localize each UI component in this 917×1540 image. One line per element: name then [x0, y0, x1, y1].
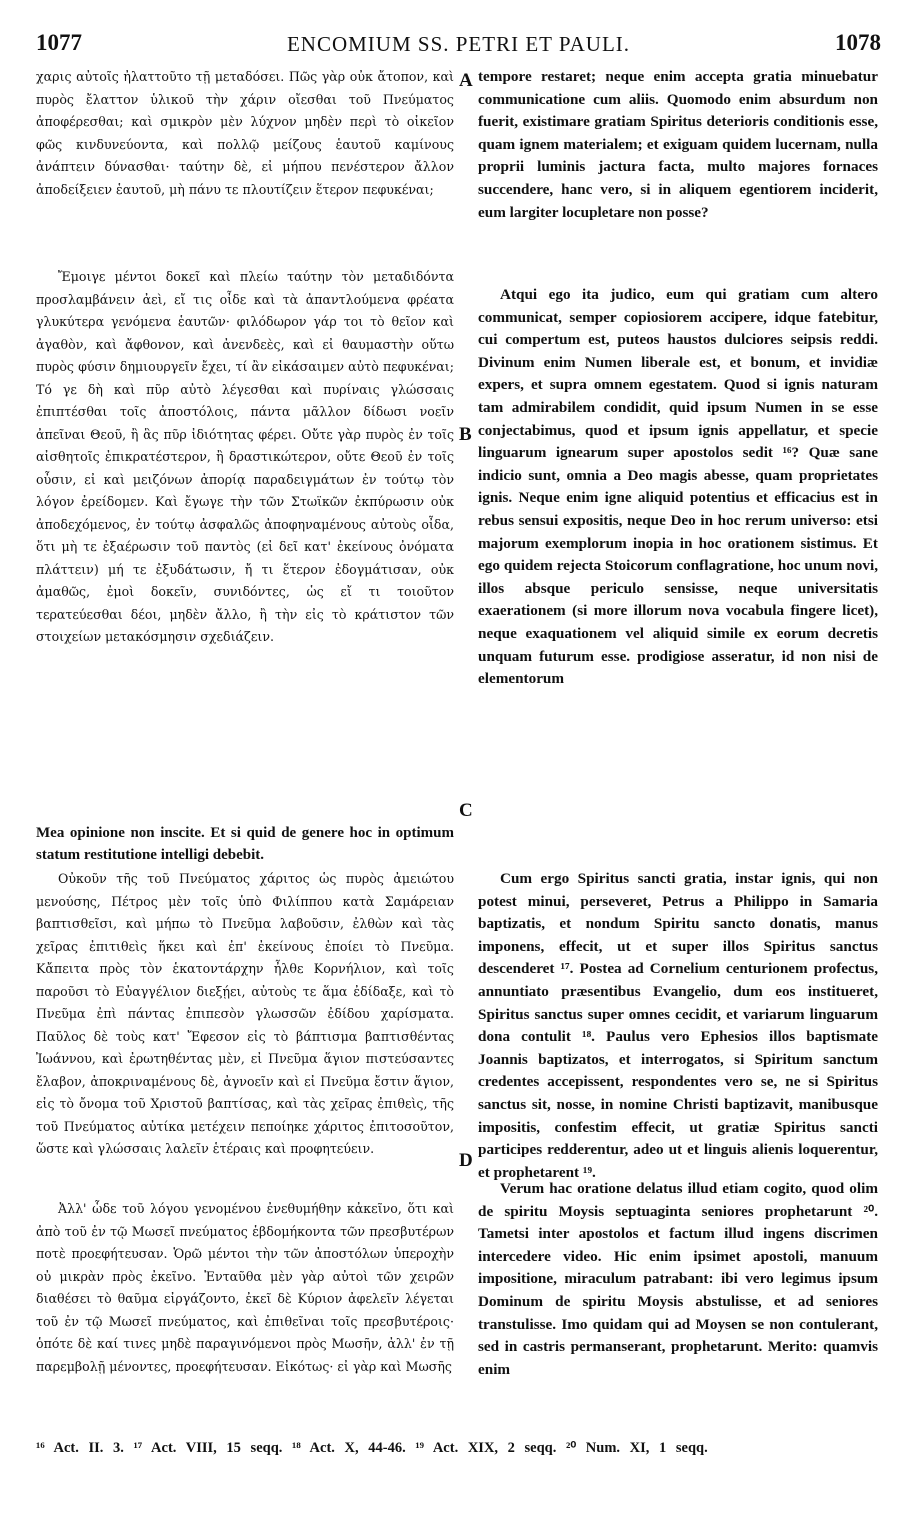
greek-paragraph-2: Ἔμοιγε μέντοι δοκεῖ καὶ πλείω ταύτην τὸν μεταδιδόντα προσλαμβάνειν ἀεὶ, εἴ τις οἶδε καὶ τὰ ἀπαντλούμενα φρέατα γλυκύτερα γενόμενα ἑαυτῶν· φιλόδωρον γάρ τοι τὸ θεῖον καὶ ἀγαθὸν, καὶ ἄφθονον, καὶ ἀνενδεὲς, καὶ εἰ θαυμαστὴν οὕτω πυρὸς φύσιν δημιουργεῖν ἔχει, τί ἂν εἰκάσαιμεν αὐτὸ πεφυκέναι; Τό γε δὴ καὶ πῦρ αὐτὸ λέγεσθαι καὶ πυρίναις γλώσσαις ἐπιπτέσθαι τοῖς ἀποστόλοις, πάντα μᾶλλον δίδωσι νοεῖν ἀπεῖναι Θεοῦ, ἢ ἃς πῦρ ἰδιότητας φέρει. Οὔτε γὰρ πυρὸς ἐν τοῖς αἰσθητοῖς ἐπικρατέστερον, ἢ δραστικώτερον, οὔτε Θεοῦ ἐν τοῖς οὖσιν, εἰ καὶ μειζόνων ἀπορίᾳ παραδειγμάτων ἐν τούτῳ τὸν λόγον ἐρείδομεν. Καὶ ἔγωγε τὴν τῶν Στωϊκῶν ἐκπύρωσιν οὐκ ἀποδεχόμενος, ἐν τούτῳ ἀσφαλῶς ἀποφηναμένους αὐτοὺς οἶδα, ὅτι μὴ τε ἐξαέρωσιν τοῦ παντὸς (εἰ δεῖ κατ' ἐκείνους ὀνόματα πλάττειν) μή τε ἐξυδάτωσιν, ἤ τι ἕτερον ἐδογμάτισαν, οὐκ ἀμαθῶς, ἐμοὶ δοκεῖν, συνιδόντες, ὡς εἴ τι τοιοῦτον τερατεύεσθαι δέοι, μηδὲν ἄλλο, ἢ τὴν εἰς τὸ κράτιστον τῶν στοιχείων μετακόσμησιν σχεδιάζειν. — [36, 269, 454, 644]
latin-paragraph-2: Atqui ego ita judico, eum qui gratiam cum altero communicat, semper copiosiorem accipere, idque fatebitur, cui compertum est, puteos haustos dulciores seipsis reddi. Divinum enim Numen liberale est, et bonum, et invidiæ expers, et supra omnem egestatem. Quod si ignis naturam tam admirabilem condidit, quid ipsum Numen in se esse conjectabimus, quod et ipsum ignis appellatur, et specie linguarum ignearum super apostolos sedit ¹⁶? Quæ sane indicio sunt, omnia a Deo magis abesse, quam proprietates ignis. Neque enim igne aliquid potentius et efficacius est in rebus sensui expositis, neque Deo in hoc rerum universo: etsi majorum exemplorum inopia in hoc orationem sistimus. Et ego quidem rejecta Stoicorum conflagratione, hoc unum novi, illos absque periculo sensisse, neque universitatis exaerationem (si more illorum nova vocabula fingere licet), neque exaquationem vel aliquid simile ex eorum decretis unquam futurum esse. prodigiose asseratur, id non nisi de elementorum — [478, 286, 878, 688]
latin-paragraph-3: Cum ergo Spiritus sancti gratia, instar ignis, qui non potest minui, perseveret, Petrus a Philippo in Samaria baptizatis, et nondum Spiritu sancto donatis, manus imponens, effecit, ut et super illos Spiritus sanctus descenderet ¹⁷. Postea ad Cornelium centurionem profectus, annuntiato præsentibus Evangelio, dum eos institueret, Spiritus sanctus super omnes cecidit, et variarum linguarum dona contulit ¹⁸. Paulus vero Ephesios illos baptismate Joannis baptizatos, et interrogatos, si Spiritum sanctum credentes accepissent, respondentes vero se, ne si Spiritus sanctus sit, nosse, in nomine Christi baptizavit, manibusque impositis, confestim effecit, ut gratiæ Spiritus sancti participes redderentur, adeo ut et linguis alienis loquerentur, et prophetarent ¹⁹. — [478, 870, 878, 1181]
latin-paragraph-1: tempore restaret; neque enim accepta gratia minuebatur communicatione cum aliis. Quomodo enim absurdum non fuerit, existimare gratiam Spiritus deterioris conditionis esse, quam ignem materialem; et exiguam quidem lucernam, nulla proprii luminis jactura facta, multo majores fornaces succendere, hanc vero, si in aliquem egentiorem inciderit, eum largiter locupletare non posse? — [478, 68, 878, 221]
greek-paragraph-4: Ἀλλ' ὧδε τοῦ λόγου γενομένου ἐνεθυμήθην κἀκεῖνο, ὅτι καὶ ἀπὸ τοῦ ἐν τῷ Μωσεῖ πνεύματος ἑβδομήκοντα τῶν πρεσβυτέρων ποτὲ προεφήτευσαν. Ὁρῶ μέντοι τὴν τῶν ἀποστόλων ὑπεροχὴν οὐ μικρὰν πρὸς ἐκεῖνο. Ἐνταῦθα μὲν γὰρ αὐτοὶ τῶν χειρῶν διαθέσει τὸ θαῦμα εἰργάζοντο, ἐκεῖ δὲ Κύριον ἀφελεῖν λέγεται τοῦ ἐν τῷ Μωσεῖ πνεύματος, καὶ ἐπιθεῖναι τοῖς πρεσβυτέροις· ὁπότε δὲ καί τινες μηδὲ παραγινόμενοι πρὸς Μωσῆν, ἀλλ' ἐν τῇ παρεμβολῇ μένοντες, προεφήτευσαν. Εἰκότως· εἰ γὰρ καὶ Μωσῆς — [36, 1201, 454, 1374]
running-title: ENCOMIUM SS. PETRI ET PAULI. — [286, 32, 631, 56]
page-number-left: 1077 — [36, 30, 82, 55]
latin-paragraph-4: Verum hac oratione delatus illud etiam cogito, quod olim de spiritu Moysis septuaginta seniores prophetarunt ²⁰. Tametsi inter apostolos et factum illud ingens discrimen intercedere video. Hic enim ipsimet apostoli, manuum impositione, miraculum patrabant: ibi vero legimus ipsum Dominum de spiritu Moysis abstulisse, et ad seniores transtulisse. Imo quidam qui ad Moysen se non contulerant, sed in castris permanserant, prophetarunt. Merito: quamvis enim — [478, 1180, 878, 1378]
margin-letter-d: D — [459, 1150, 473, 1171]
greek-paragraph-1: χαρις αὐτοῖς ἠλαττοῦτο τῇ μεταδόσει. Πῶς γὰρ οὐκ ἄτοπον, καὶ πυρὸς ἔλαττον ὑλικοῦ τὴν χάριν οἴεσθαι τοῦ Πνεύματος ἀποφέρεσθαι; καὶ σμικρὸν μὲν λύχνον μηδὲν περὶ τὸ οἰκεῖον φῶς κινδυνεύοντα, καὶ πολλῷ μείζους ἑαυτοῦ καμίνους ἀνάπτειν δύνασθαι· ταύτην δὲ, εἰ μήπου πενέστερον ἄλλον ἀποδείξειεν ἑαυτοῦ, μὴ πάνυ τε πλουτίζειν ἕτερον πεφυκέναι; — [36, 69, 454, 197]
margin-letter-b: B — [459, 424, 472, 445]
running-header — [36, 30, 881, 64]
page-number-right: 1078 — [835, 30, 881, 55]
margin-letter-c: C — [459, 800, 473, 821]
margin-letter-a: A — [459, 70, 473, 91]
latin-note-paragraph: Mea opinione non inscite. Et si quid de genere hoc in optimum statum restitutione intelligi debebit. — [36, 825, 454, 864]
footnotes: ¹⁶ Act. II. 3. ¹⁷ Act. VIII, 15 seqq. ¹⁸ Act. X, 44-46. ¹⁹ Act. XIX, 2 seqq. ²⁰ Num. XI, 1 seqq. — [36, 1440, 708, 1456]
greek-paragraph-3: Οὐκοῦν τῆς τοῦ Πνεύματος χάριτος ὡς πυρὸς ἀμειώτου μενούσης, Πέτρος μὲν τοῖς ὑπὸ Φιλίππου κατὰ Σαμάρειαν βαπτισθεῖσι, καὶ μήπω τὸ Πνεῦμα λαβοῦσιν, ἐλθὼν καὶ τὰς χεῖρας ἐπιτιθεὶς ἥκει καὶ ἐπ' ἐκείνους ἐποίει τὸ Πνεῦμα. Κἄπειτα πρὸς τὸν ἑκατοντάρχην ἦλθε Κορνήλιον, καὶ τοῖς παροῦσι τὸ Εὐαγγέλιον διεξῄει, αὐτοὺς τε ἅμα ἐδίδαξε, καὶ τὸ Πνεῦμα ἐπὶ πάντας ἐπιπεσὸν γλωσσῶν ἐδίδου χαρίσματα. Παῦλος δὲ τοὺς κατ' Ἔφεσον εἰς τὸ βάπτισμα βαπτισθέντας Ἰωάννου, καὶ ἐρωτηθέντας μὲν, εἰ Πνεῦμα ἅγιον πιστεύσαντες ἔλαβον, ἀποκριναμένους δὲ, ἀγνοεῖν καὶ εἰ Πνεῦμα ἔστιν ἅγιον, εἰς τὸ ὄνομα τοῦ Χριστοῦ βαπτίσας, καὶ τὰς χεῖρας ἐπιθεὶς, τῆς τοῦ Πνεύματος αὐτίκα μετέχειν πεποίηκε χάριτος ἐπιτοσοῦτον, ὥστε καὶ γλώσσαις λαλεῖν ἑτέραις καὶ προφητεύειν. — [36, 871, 454, 1156]
